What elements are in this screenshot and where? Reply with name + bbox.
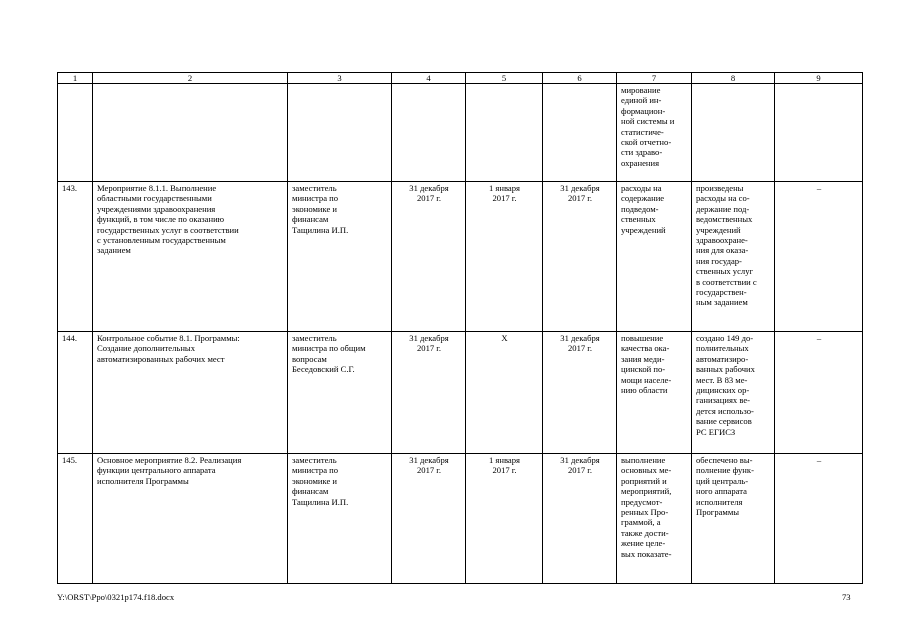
start-date: 1 января 2017 г. — [466, 182, 543, 332]
actual-result: обеспечено вы- полнение функ- ций централь- ного аппарата исполнителя Программы — [692, 454, 775, 584]
column-header: 5 — [466, 73, 543, 84]
actual-result — [692, 84, 775, 182]
responsible: заместитель министра по общим вопросам Беседовский С.Г. — [288, 332, 392, 454]
expected-result: расходы на содержание подведом- ственных учреждений — [617, 182, 692, 332]
responsible: заместитель министра по экономике и финансам Тащилина И.П. — [288, 182, 392, 332]
notes — [775, 84, 863, 182]
actual-result: создано 149 до- полнительных автоматизиро- ванных рабочих мест. В 83 ме- дицинских ор- ганизациях ве- дется использо- вание сервисов РС ЕГИСЗ — [692, 332, 775, 454]
measure-name: Основное мероприятие 8.2. Реализация функции центрального аппарата исполнителя Программы — [93, 454, 288, 584]
expected-result: повышение качества ока- зания меди- цинской по- мощи населе- нию области — [617, 332, 692, 454]
table-row — [58, 454, 863, 584]
start-date: Х — [466, 332, 543, 454]
column-header: 8 — [692, 73, 775, 84]
responsible: заместитель министра по экономике и финансам Тащилина И.П. — [288, 454, 392, 584]
table-row — [58, 182, 863, 332]
planned-date: 31 декабря 2017 г. — [392, 454, 466, 584]
measure-name: Контрольное событие 8.1. Программы: Создание дополнительных автоматизированных рабочих мест — [93, 332, 288, 454]
measure-name — [93, 84, 288, 182]
end-date: 31 декабря 2017 г. — [543, 332, 617, 454]
planned-date: 31 декабря 2017 г. — [392, 332, 466, 454]
notes: – — [775, 332, 863, 454]
column-header: 3 — [288, 73, 392, 84]
planned-date — [392, 84, 466, 182]
responsible — [288, 84, 392, 182]
expected-result: мирование единой ин- формацион- ной системы и статистиче- ской отчетно- сти здраво- охранения — [617, 84, 692, 182]
table-row — [58, 84, 863, 182]
planned-date: 31 декабря 2017 г. — [392, 182, 466, 332]
page-number: 73 — [842, 592, 851, 602]
row-number: 143. — [58, 182, 93, 332]
column-header: 7 — [617, 73, 692, 84]
notes: – — [775, 182, 863, 332]
column-header: 9 — [775, 73, 863, 84]
file-path-footer: Y:\ORST\Ppo\0321p174.f18.docx — [57, 592, 175, 602]
column-number-row — [58, 73, 863, 84]
column-header: 4 — [392, 73, 466, 84]
row-number: 145. — [58, 454, 93, 584]
table-row — [58, 332, 863, 454]
expected-result: выполнение основных ме- роприятий и мероприятий, предусмот- ренных Про- граммой, а также дости- жение целе- вых показате- — [617, 454, 692, 584]
start-date — [466, 84, 543, 182]
column-header: 2 — [93, 73, 288, 84]
row-number: 144. — [58, 332, 93, 454]
row-number — [58, 84, 93, 182]
start-date: 1 января 2017 г. — [466, 454, 543, 584]
end-date: 31 декабря 2017 г. — [543, 454, 617, 584]
end-date — [543, 84, 617, 182]
measure-name: Мероприятие 8.1.1. Выполнение областными государственными учреждениями здравоохранения функций, в том числе по оказанию государственных услуг в соответствии с установленным государственным заданием — [93, 182, 288, 332]
column-header: 1 — [58, 73, 93, 84]
end-date: 31 декабря 2017 г. — [543, 182, 617, 332]
column-header: 6 — [543, 73, 617, 84]
actual-result: произведены расходы на со- держание под- ведомственных учреждений здравоохране- ния для оказа- ния государ- ственных услуг в соответствии с государствен- ным заданием — [692, 182, 775, 332]
document-table — [57, 72, 863, 584]
notes: – — [775, 454, 863, 584]
